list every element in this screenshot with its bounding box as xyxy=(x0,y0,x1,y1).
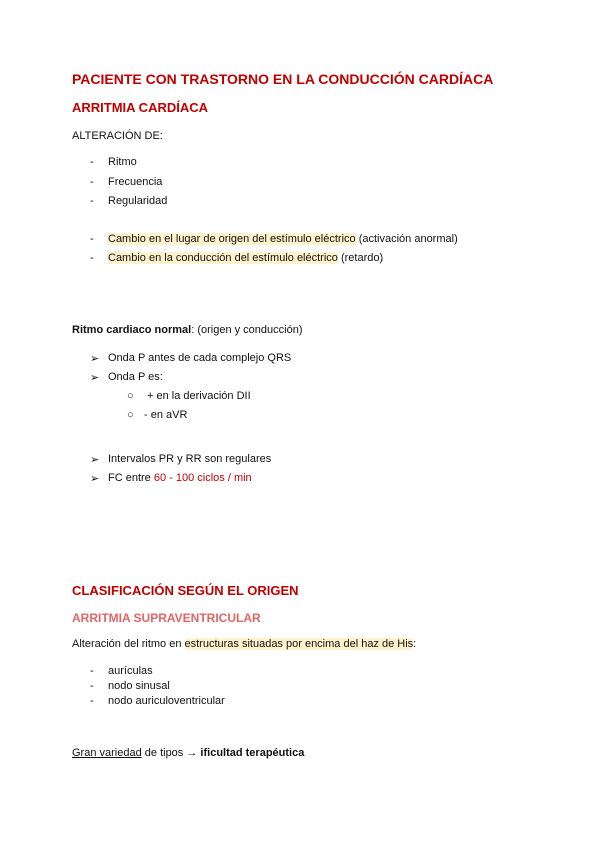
list-item-text: Ritmo xyxy=(108,156,137,168)
list-item-text: + en la derivación DII xyxy=(147,390,251,402)
arrow-bullet: ➢ xyxy=(90,454,100,466)
cambio-conduccion xyxy=(108,252,383,264)
fc-value: 60 - 100 ciclos / min xyxy=(153,472,252,484)
gran-variedad-text: Gran variedad xyxy=(72,747,142,759)
cambio-origen xyxy=(108,233,458,245)
plain-text: (retardo) xyxy=(337,252,384,264)
list-item-text: nodo sinusal xyxy=(108,680,170,692)
highlighted-text: Cambio en el lugar de origen del estímulo eléctrico xyxy=(108,233,356,245)
dash-bullet: - xyxy=(90,665,94,677)
circle-bullet: ○ xyxy=(127,390,134,402)
circle-bullet: ○ xyxy=(127,409,134,421)
dash-bullet: - xyxy=(90,156,94,168)
fc-line xyxy=(108,472,252,484)
list-item-text: Intervalos PR y RR son regulares xyxy=(108,453,272,465)
dash-bullet: - xyxy=(90,252,94,264)
arrow-bullet: ➢ xyxy=(90,473,100,485)
list-item-text: nodo auriculoventricular xyxy=(108,695,225,707)
subheading-supraventricular: ARRITMIA SUPRAVENTRICULAR xyxy=(72,611,261,625)
dash-bullet: - xyxy=(90,680,94,692)
dificultad-text: ificultad terapéutica xyxy=(200,747,305,759)
ritmo-normal-line xyxy=(72,324,302,336)
highlighted-text: estructuras situadas por encima del haz de His xyxy=(184,638,414,650)
section-heading-arritmia: ARRITMIA CARDÍACA xyxy=(72,100,209,115)
dash-bullet: - xyxy=(90,695,94,707)
section-heading-clasificacion: CLASIFICACIÓN SEGÚN EL ORIGEN xyxy=(72,583,299,598)
desc-prefix: Alteración del ritmo en xyxy=(72,638,185,650)
dash-bullet: - xyxy=(90,195,94,207)
list-item-text: - en aVR xyxy=(144,409,188,421)
supraventricular-desc xyxy=(72,638,416,650)
page-title: PACIENTE CON TRASTORNO EN LA CONDUCCIÓN CARDÍACA xyxy=(72,71,494,87)
list-item-text: Regularidad xyxy=(108,195,168,207)
dash-bullet: - xyxy=(90,233,94,245)
alteracion-label: ALTERACIÓN DE: xyxy=(72,130,163,142)
de-tipos-text: de tipos → xyxy=(141,747,201,759)
list-item-text: Onda P antes de cada complejo QRS xyxy=(108,352,292,364)
arrow-bullet: ➢ xyxy=(90,353,100,365)
gran-variedad-line xyxy=(72,747,304,759)
fc-prefix: FC entre xyxy=(108,472,154,484)
dash-bullet: - xyxy=(90,176,94,188)
highlighted-text: Cambio en la conducción del estímulo eléctrico xyxy=(108,252,338,264)
desc-suffix: : xyxy=(413,638,417,650)
list-item-text: Onda P es: xyxy=(108,371,163,383)
arrow-bullet: ➢ xyxy=(90,372,100,384)
ritmo-normal-label: Ritmo cardiaco normal xyxy=(72,324,192,336)
list-item-text: aurículas xyxy=(108,665,153,677)
ritmo-normal-rest: : (origen y conducción) xyxy=(191,324,303,336)
list-item-text: Frecuencia xyxy=(108,176,163,188)
plain-text: (activación anormal) xyxy=(355,233,458,245)
